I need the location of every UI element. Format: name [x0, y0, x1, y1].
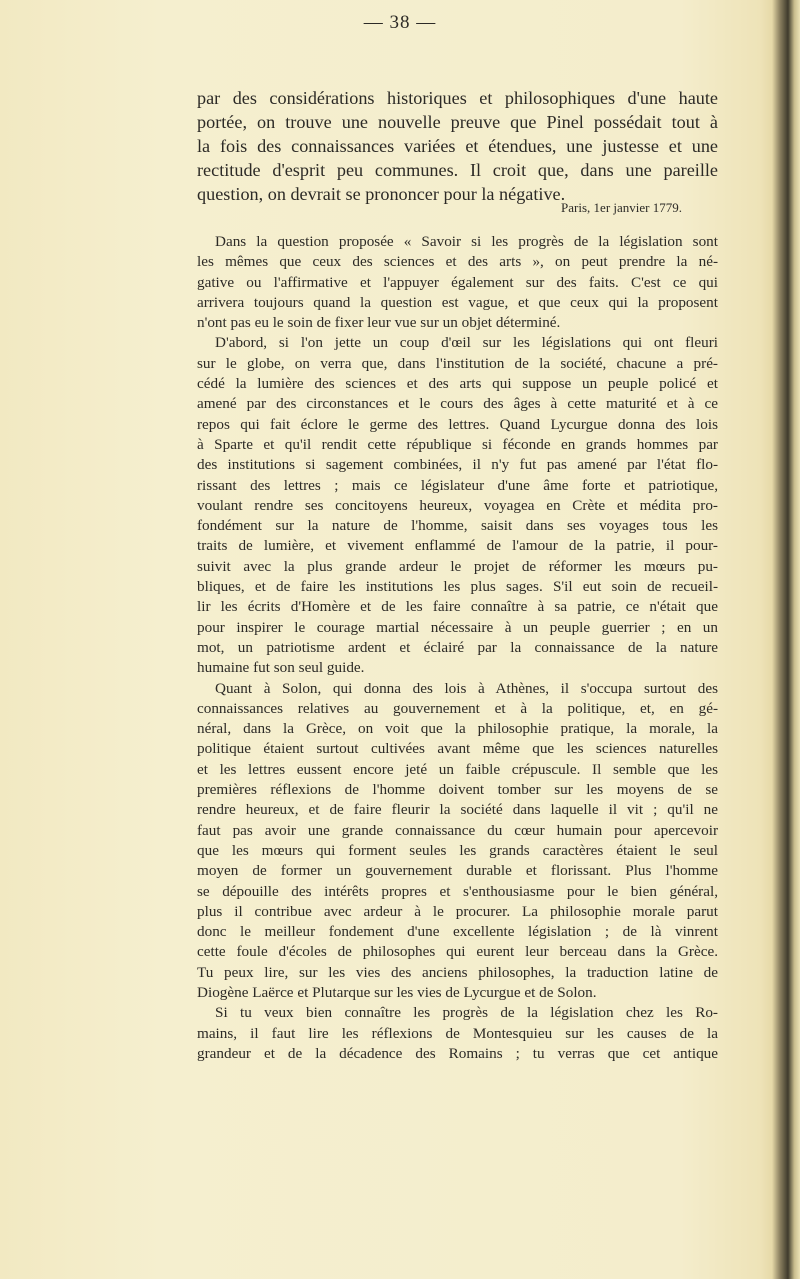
text-line: les mêmes que ceux des sciences et des arts », on peut prendre la né- — [197, 253, 718, 271]
text-line: rectitude d'esprit peu communes. Il croit que, dans une pareille — [197, 160, 718, 180]
text-line: bliques, et de faire les institutions les plus sages. S'il eut soin de recueil- — [197, 578, 718, 596]
text-line: faut pas avoir une grande connaissance du cœur humain pour apercevoir — [197, 821, 718, 839]
text-line: donc le meilleur fondement d'une excellente législation ; de là vinrent — [197, 923, 718, 941]
letter-body — [197, 232, 718, 1064]
text-line: politique étaient surtout cultivées avant même que les sciences naturelles — [197, 740, 718, 758]
text-line: traits de lumière, et vivement enflammé de l'amour de la patrie, il pour- — [197, 537, 718, 555]
text-line: des institutions si sagement combinées, il n'y fut pas amené par l'état flo- — [197, 456, 718, 474]
text-line: et les lettres eussent encore jeté un faible crépuscule. Il semble que les — [197, 760, 718, 778]
text-line: rissant des lettres ; mais ce législateur d'une âme forte et patriotique, — [197, 476, 718, 494]
text-line: rendre heureux, et de faire fleurir la société dans laquelle il vit ; qu'il ne — [197, 801, 718, 819]
text-line: suivit avec la plus grande ardeur le projet de réformer les mœurs pu- — [197, 557, 718, 575]
text-line: la fois des connaissances variées et étendues, une justesse et une — [197, 136, 718, 156]
text-line: fondément sur la nature de l'homme, saisit dans ses voyages tous les — [197, 517, 718, 535]
text-line: cette foule d'écoles de philosophes qui eurent leur berceau dans la Grèce. — [197, 943, 718, 961]
text-line: voulant rendre ses concitoyens heureux, voyagea en Crète et médita pro- — [197, 496, 718, 514]
text-line: mains, il faut lire les réflexions de Montesquieu sur les causes de la — [197, 1024, 718, 1042]
text-line: par des considérations historiques et philosophiques d'une haute — [197, 88, 718, 108]
text-line: lir les écrits d'Homère et de les faire connaître à sa patrie, ce n'était que — [197, 598, 718, 616]
text-line: grandeur et de la décadence des Romains ; tu verras que cet antique — [197, 1044, 718, 1062]
text-line: premières réflexions de l'homme doivent tomber sur les moyens de se — [197, 781, 718, 799]
intro-paragraph — [197, 86, 718, 206]
text-line: humaine fut son seul guide. — [197, 659, 365, 677]
text-line: connaissances relatives au gouvernement et à la politique, et, en gé- — [197, 699, 718, 717]
text-line: amené par des circonstances et le cours des âges à cette maturité et à ce — [197, 395, 718, 413]
text-line: à Sparte et qu'il rendit cette république si féconde en grands hommes par — [197, 435, 718, 453]
text-line: néral, dans la Grèce, on voit que la philosophie pratique, la morale, la — [197, 720, 718, 738]
text-line: cédé la lumière des sciences et des arts qui suppose un peuple policé et — [197, 375, 718, 393]
letter-date: Paris, 1er janvier 1779. — [561, 200, 682, 215]
text-line: sur le globe, on verra que, dans l'institution de la société, chacune a pré- — [197, 354, 718, 372]
page-number: — 38 — — [363, 12, 437, 33]
text-line: se dépouille des intérêts propres et s'enthousiasme pour le bien général, — [197, 882, 718, 900]
text-line: pour inspirer le courage martial nécessaire à un peuple guerrier ; en un — [197, 618, 718, 636]
text-line: portée, on trouve une nouvelle preuve que Pinel possédait tout à — [197, 112, 718, 132]
text-line: arrivera toujours quand la question est vague, et que ceux qui la proposent — [197, 293, 718, 311]
text-line: Diogène Laërce et Plutarque sur les vies de Lycurgue et de Solon. — [197, 983, 597, 1001]
text-line: que les mœurs qui forment seules les grands caractères étaient le seul — [197, 841, 718, 859]
text-line: Quant à Solon, qui donna des lois à Athènes, il s'occupa surtout des — [215, 679, 718, 697]
text-line: gative ou l'affirmative et l'appuyer également sur des faits. C'est ce qui — [197, 273, 718, 291]
text-line: D'abord, si l'on jette un coup d'œil sur les législations qui ont fleuri — [215, 334, 718, 352]
text-line: plus il contribue avec ardeur à le procurer. La philosophie morale parut — [197, 902, 718, 920]
text-line: mot, un patriotisme ardent et éclairé par la connaissance de la nature — [197, 638, 718, 656]
text-line: repos qui fait éclore le germe des lettres. Quand Lycurgue donna des lois — [197, 415, 718, 433]
text-line: moyen de former un gouvernement durable et florissant. Plus l'homme — [197, 862, 718, 880]
text-line: Tu peux lire, sur les vies des anciens philosophes, la traduction latine de — [197, 963, 718, 981]
text-line: question, on devrait se prononcer pour la négative. — [197, 184, 566, 204]
text-line: n'ont pas eu le soin de fixer leur vue sur un objet déterminé. — [197, 314, 561, 332]
text-line: Dans la question proposée « Savoir si les progrès de la législation sont — [215, 233, 718, 250]
text-line: Si tu veux bien connaître les progrès de la législation chez les Ro- — [215, 1004, 718, 1022]
